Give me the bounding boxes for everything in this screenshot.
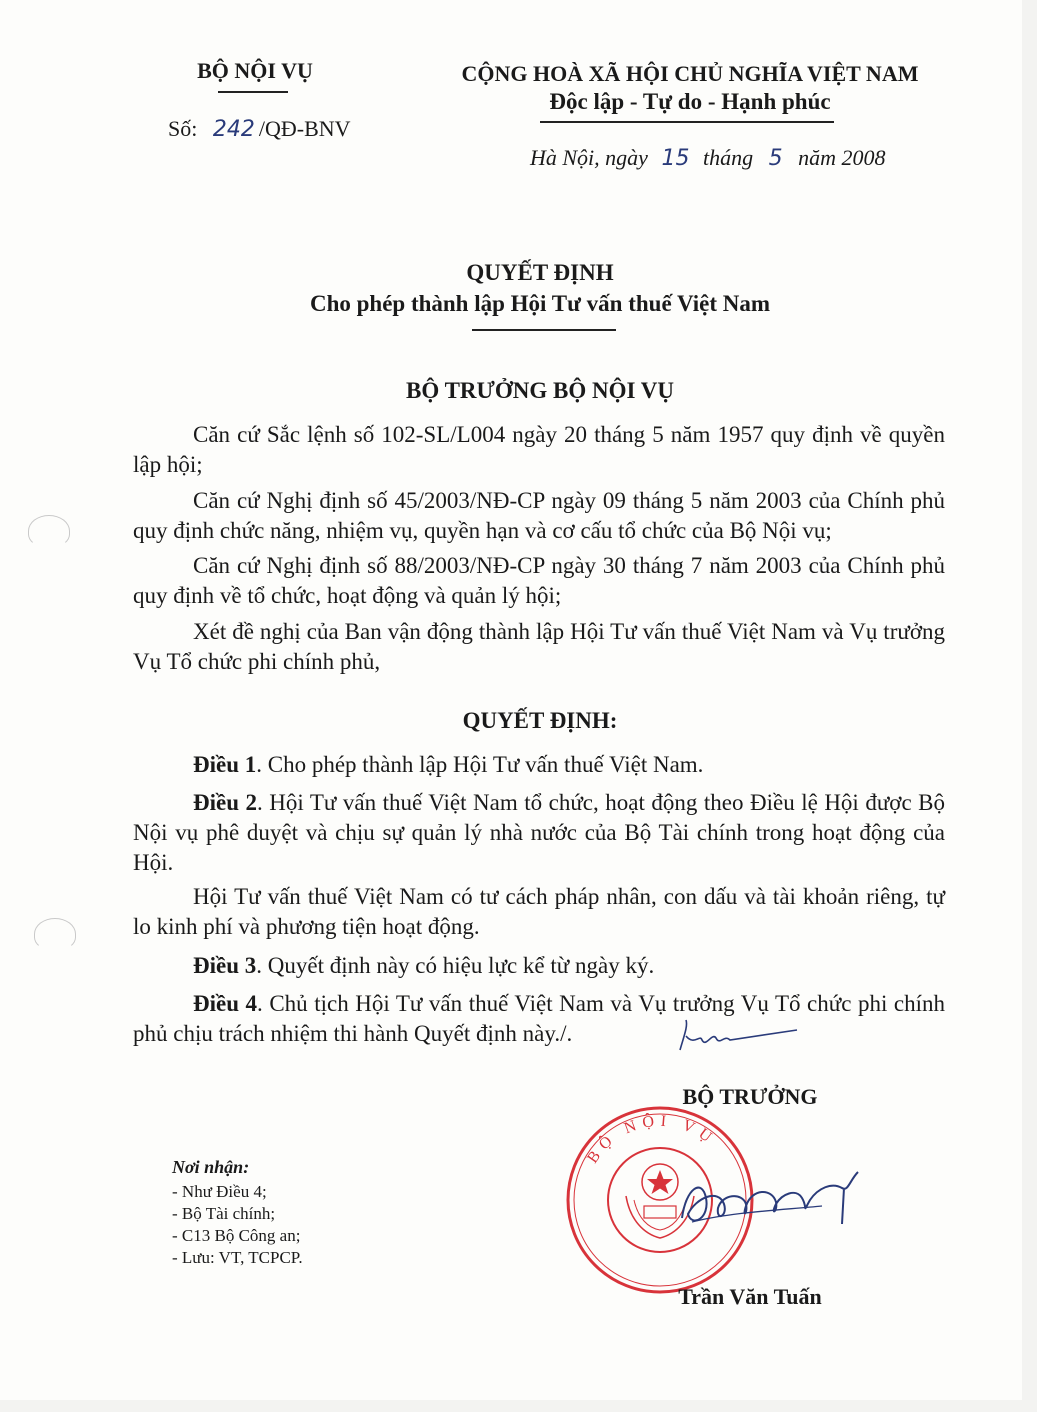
recipient-item: - C13 Bộ Công an; <box>172 1226 301 1245</box>
date-text-3: năm 2008 <box>798 145 886 170</box>
recipient-item: - Bộ Tài chính; <box>172 1204 276 1223</box>
date-text-1: Hà Nội, ngày <box>530 145 648 170</box>
article-3-text: . Quyết định này có hiệu lực kể từ ngày ký. <box>256 953 655 978</box>
authority-heading: BỘ TRƯỞNG BỘ NỘI VỤ <box>406 378 674 403</box>
preamble-4: Xét đề nghị của Ban vận động thành lập Hội Tư vấn thuế Việt Nam và Vụ trưởng Vụ Tổ chức phi chính phủ, <box>133 619 945 674</box>
signature-scribble <box>672 1158 872 1248</box>
initials-scribble <box>672 1016 802 1056</box>
article-4-text: . Chủ tịch Hội Tư vấn thuế Việt Nam và Vụ trưởng Vụ Tổ chức phi chính phủ chịu trách nhiệm thi hành Quyết định này./. <box>133 991 946 1046</box>
recipient-item: - Lưu: VT, TCPCP. <box>172 1248 303 1267</box>
preamble-2: Căn cứ Nghị định số 45/2003/NĐ-CP ngày 09 tháng 5 năm 2003 của Chính phủ quy định chức năng, nhiệm vụ, quyền hạn và cơ cấu tổ chức của Bộ Nội vụ; <box>133 488 945 543</box>
motto-underline <box>540 121 834 123</box>
article-4 <box>133 989 945 1049</box>
agency-name: BỘ NỘI VỤ <box>197 58 313 83</box>
document-number <box>168 116 351 142</box>
date-day: 15 <box>661 146 690 171</box>
agency-underline <box>218 91 288 93</box>
recipients-heading: Nơi nhận: <box>172 1157 250 1177</box>
signer-title: BỘ TRƯỞNG <box>682 1084 818 1109</box>
signer-name: Trần Văn Tuấn <box>678 1284 822 1309</box>
date-text-2: tháng <box>702 145 754 170</box>
article-2-label: Điều 2 <box>193 790 258 815</box>
number-prefix: Số: <box>168 116 198 141</box>
article-2-text: . Hội Tư vấn thuế Việt Nam tổ chức, hoạt động theo Điều lệ Hội được Bộ Nội vụ phê duyệt và chịu sự quản lý nhà nước của Bộ Tài chính trong hoạt động của Hội. <box>133 790 946 875</box>
number-suffix: /QĐ-BNV <box>258 116 351 141</box>
document-subtitle: Cho phép thành lập Hội Tư vấn thuế Việt Nam <box>309 291 771 316</box>
country-name: CỘNG HOÀ XÃ HỘI CHỦ NGHĨA VIỆT NAM <box>461 61 919 86</box>
article-4-label: Điều 4 <box>193 991 258 1016</box>
date-month: 5 <box>768 146 783 171</box>
punch-hole-mark <box>34 918 76 950</box>
seal-text: BỘ NỘI VỤ <box>584 1112 720 1167</box>
decision-heading: QUYẾT ĐỊNH: <box>462 708 618 733</box>
article-2-paragraph-2: Hội Tư vấn thuế Việt Nam có tư cách pháp nhân, con dấu và tài khoản riêng, tự lo kinh phí và phương tiện hoạt động. <box>133 884 945 939</box>
punch-hole-mark <box>28 515 70 547</box>
title-underline <box>472 329 616 331</box>
number-handwritten: 242 <box>212 117 255 142</box>
recipient-item: - Như Điều 4; <box>172 1182 267 1201</box>
article-1 <box>133 750 945 780</box>
article-3 <box>133 951 945 981</box>
article-3-label: Điều 3 <box>193 953 257 978</box>
motto: Độc lập - Tự do - Hạnh phúc <box>549 89 831 114</box>
preamble-1: Căn cứ Sắc lệnh số 102-SL/L004 ngày 20 tháng 5 năm 1957 quy định về quyền lập hội; <box>133 422 945 477</box>
preamble-3: Căn cứ Nghị định số 88/2003/NĐ-CP ngày 30 tháng 7 năm 2003 của Chính phủ quy định về tổ chức, hoạt động và quản lý hội; <box>133 553 945 608</box>
article-1-text: . Cho phép thành lập Hội Tư vấn thuế Việt Nam. <box>256 752 704 777</box>
article-2 <box>133 788 945 878</box>
issue-date <box>530 145 885 171</box>
article-1-label: Điều 1 <box>193 752 257 777</box>
document-title: QUYẾT ĐỊNH <box>466 260 614 285</box>
